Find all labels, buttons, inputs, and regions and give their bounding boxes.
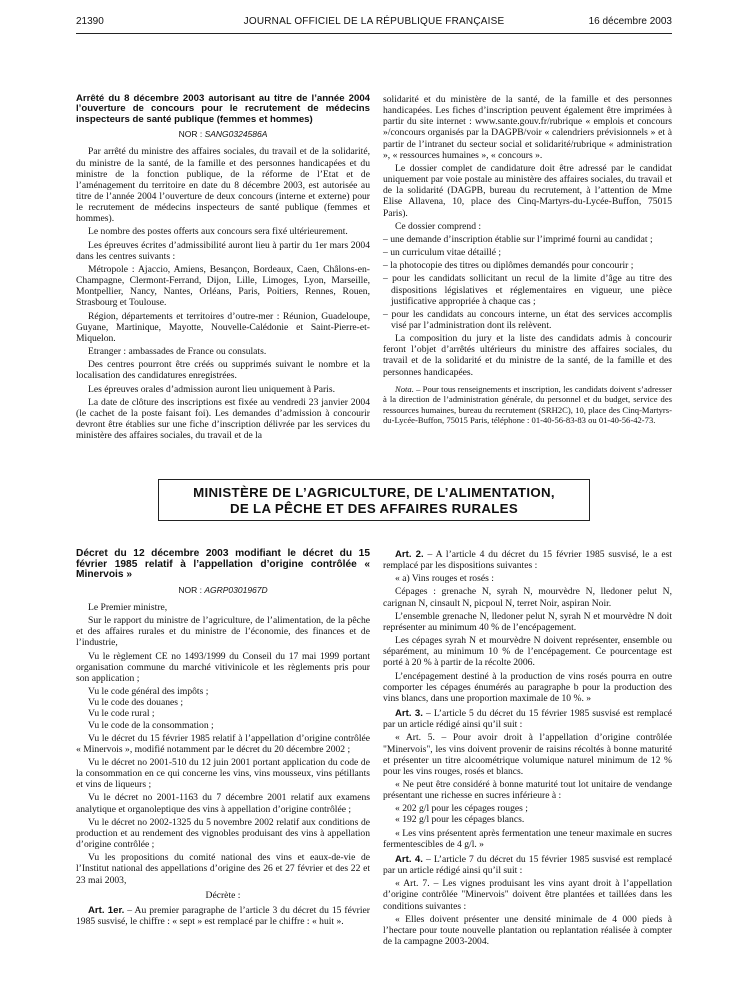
arrete-paragraph: Le nombre des postes offerts aux concours sera fixé ultérieurement.: [88, 226, 348, 238]
decret-paragraph: Vu le décret no 2001-1163 du 7 décembre 2001 relatif aux examens analytique et organoleptique des vins à appellation d’origine contrôlée ;: [76, 792, 370, 815]
ministry-heading: [158, 479, 590, 521]
arrete-nor: [76, 129, 370, 140]
decret-paragraph: Vu le code rural ;: [88, 708, 155, 720]
decret-nor-code: AGRP0301967D: [204, 584, 268, 595]
decret-paragraph: Vu le code général des impôts ;: [88, 686, 209, 698]
decret-left-column: [76, 549, 370, 929]
arrete-title: Arrêté du 8 décembre 2003 autorisant au titre de l’année 2004 l’ouverture de concours pour le recrutement de médecins inspecteurs de santé publique (femmes et hommes): [76, 93, 370, 125]
arrete-paragraph: Les épreuves orales d’admission auront lieu uniquement à Paris.: [88, 383, 335, 395]
page-header: [76, 16, 672, 32]
arrete-nor-label: NOR :: [178, 129, 203, 140]
dossier-item: – une demande d’inscription établie sur l’imprimé fourni au candidat ;: [383, 233, 653, 245]
article-4-label: Art. 4.: [395, 853, 423, 865]
article-1-text: – Au premier paragraphe de l’article 3 du décret du 15 février 1985 susvisé, le chiffre : « sept » est remplacé par le chiffre : « huit ».: [76, 904, 370, 927]
arrete-paragraph: Des centres pourront être créés ou supprimés suivant le nombre et la localisation des candidatures enregistrées.: [76, 359, 370, 382]
article-4-text: – L’article 7 du décret du 15 février 1985 susvisé est remplacé par un article rédigé ainsi qu’il suit :: [383, 853, 672, 877]
article-3-paragraph: « Art. 5. – Pour avoir droit à l’appellation d’origine contrôlée "Minervois", les vins doivent provenir de raisins récoltés à bonne maturité et présenter un titre alcoométrique volumique naturel minimum de 12 % pour les vins rouges, rosés et blancs.: [383, 732, 672, 777]
article-2-paragraph: Les cépages syrah N et mourvèdre N doivent représenter, ensemble ou séparément, au minimum 10 % de l’encépagement. Ce pourcentage est porté à 20 % à partir de la récolte 2006.: [383, 635, 672, 669]
issue-date: 16 décembre 2003: [588, 16, 672, 27]
note-text: – Pour tous renseignements et inscription, les candidats doivent s’adresser à la direction de l’administration générale, du personnel et du budget, service des ressources humaines, bureau du recrutement (SRH2C), 10, place des Cinq-Martyrs-du-Lycée-Buffon, 75015 Paris, téléphone : 01-40-56-83-83 ou 01-40-56-42-73.: [383, 383, 672, 425]
decret-nor-label: NOR :: [178, 584, 202, 595]
decret-paragraph: Vu le décret no 2001-510 du 12 juin 2001 portant application du code de la consommation en ce qui concerne les vins, vins mousseux, vins pétillants et vins de liqueurs ;: [76, 756, 370, 791]
article-4: [383, 854, 672, 876]
article-2: [383, 549, 672, 571]
article-4-paragraph: « Elles doivent présenter une densité minimale de 4 000 pieds à l’hectare pour toute nouvelle plantation ou replantation réalisée à compter de la campagne 2003-2004.: [383, 913, 672, 947]
decret-paragraph: Vu le décret no 2002-1325 du 5 novembre 2002 relatif aux conditions de production et au rendement des vignobles produisant des vins à appellation d’origine contrôlée ;: [76, 816, 370, 851]
header-rule: [76, 33, 672, 34]
article-2-text: – A l’article 4 du décret du 15 février 1985 susvisé, le a est remplacé par les dispositions suivantes :: [383, 549, 672, 572]
article-1: [76, 905, 370, 927]
decret-paragraph: Vu le code de la consommation ;: [88, 719, 214, 731]
page-number: 21390: [76, 16, 104, 27]
note-label: Nota.: [395, 383, 414, 394]
dossier-item: – la photocopie des titres ou diplômes demandés pour concourir ;: [383, 260, 634, 272]
journal-title: JOURNAL OFFICIEL DE LA RÉPUBLIQUE FRANÇAISE: [243, 16, 505, 27]
arrete-paragraph: Les épreuves écrites d’admissibilité auront lieu à partir du 1er mars 2004 dans les centres suivants :: [76, 239, 370, 262]
decret-paragraph: Sur le rapport du ministre de l’agriculture, de l’alimentation, de la pêche et des affaires rurales et du ministre de l’économie, des finances et de l’industrie,: [76, 615, 370, 649]
arrete-right-column: [383, 94, 672, 425]
arrete-paragraph: Ce dossier comprend :: [395, 220, 482, 232]
article-2-label: Art. 2.: [395, 549, 424, 560]
arrete-paragraph: Le dossier complet de candidature doit être adressé par le candidat uniquement par voie postale au ministère des affaires sociales, du travail et de la solidarité (DAGPB, bureau du recrutement, à l’attention de Mme Elise Allavena, 10, place des Cinq-Martyrs-du-Lycée-Buffon, 75015 Paris).: [383, 162, 672, 219]
article-2-paragraph: « a) Vins rouges et rosés :: [395, 573, 494, 585]
article-3-paragraph: « Ne peut être considéré à bonne maturité tout lot unitaire de vendange présentant une richesse en sucres inférieure à :: [383, 778, 672, 802]
ministry-line-2: DE LA PÊCHE ET DES AFFAIRES RURALES: [229, 501, 519, 516]
article-2-paragraph: L’ensemble grenache N, lledoner pelut N, syrah N et mourvèdre N doit représenter au minimum 40 % de l’encépagement.: [383, 610, 672, 633]
article-2-paragraph: L’encépagement destiné à la production de vins rosés pourra en outre comporter les cépages énumérés au paragraphe b pour la production des vins blancs, dans une proportion maximale de 10 %. »: [383, 670, 672, 704]
decret-paragraph: Le Premier ministre,: [88, 601, 168, 613]
article-3: [383, 708, 672, 730]
dossier-item: – pour les candidats au concours interne, un état des services accomplis visé par l’administration dont ils relèvent.: [383, 308, 672, 331]
arrete-note: [383, 384, 672, 426]
article-3-paragraph: « Les vins présentent après fermentation une teneur maximale en sucres fermentescibles de 4 g/l. »: [383, 827, 672, 850]
arrete-nor-code: SANG0324586A: [204, 129, 268, 140]
ministry-line-1: MINISTÈRE DE L’AGRICULTURE, DE L’ALIMENTATION,: [193, 485, 555, 500]
decret-paragraph: Vu les propositions du comité national des vins et eaux-de-vie de l’Institut national des appellations d’origine des 26 et 27 février et des 22 et 23 mai 2003,: [76, 852, 370, 886]
decret-right-column: [383, 549, 672, 949]
article-1-label: Art. 1er.: [88, 904, 125, 916]
decret-title: Décret du 12 décembre 2003 modifiant le décret du 15 février 1985 relatif à l’appellation d’origine contrôlée « Minervois »: [76, 548, 370, 581]
decret-nor: [76, 585, 370, 596]
decret-paragraph: Vu le code des douanes ;: [88, 697, 184, 709]
article-3-label: Art. 3.: [395, 708, 423, 720]
arrete-paragraph: Métropole : Ajaccio, Amiens, Besançon, Bordeaux, Caen, Châlons-en-Champagne, Clermont-Ferrand, Dijon, Lille, Limoges, Lyon, Marseille, Montpellier, Nancy, Nantes, Orléans, Paris, Poitiers, Rennes, Rouen, Strasbourg et Toulouse.: [76, 263, 370, 309]
article-4-paragraph: « Art. 7. – Les vignes produisant les vins ayant droit à l’appellation d’origine contrôlée "Minervois" doivent être plantées et taillées dans les conditions suivantes :: [383, 878, 672, 912]
arrete-paragraph: Région, départements et territoires d’outre-mer : Réunion, Guadeloupe, Guyane, Martinique, Mayotte, Nouvelle-Calédonie et Saint-Pierre-et-Miquelon.: [76, 310, 370, 344]
article-3-text: – L’article 5 du décret du 15 février 1985 susvisé est remplacé par un article rédigé ainsi qu’il suit :: [383, 708, 672, 731]
arrete-left-column: [76, 94, 370, 443]
decret-paragraph: Vu le règlement CE no 1493/1999 du Conseil du 17 mai 1999 portant organisation commune du marché vitivinicole et les règlements pris pour son application ;: [76, 650, 370, 684]
arrete-paragraph: solidarité et du ministère de la santé, de la famille et des personnes handicapées. Les fiches d’inscription peuvent également être imprimées à partir du site internet : www.sante.gouv.fr/rubrique « emplois et concours »/concours organisés par la DAGPB/voir « calendriers prévisionnels » et à partir de l’intranet du secteur social et solidarité/rubrique « administration », « ressources humaines », « concours ».: [383, 94, 672, 161]
dossier-item: – un curriculum vitae détaillé ;: [383, 247, 502, 259]
arrete-composition: La composition du jury et la liste des candidats admis à concourir feront l’objet d’arrêtés ultérieurs du ministre des affaires sociales, du travail et de la solidarité et du ministre de la santé, de la famille et des personnes handicapées.: [383, 333, 672, 378]
arrete-paragraph: La date de clôture des inscriptions est fixée au vendredi 23 janvier 2004 (le cachet de la poste faisant foi). Les demandes d’admission à concourir devront être établies sur une fiche d’inscription délivrée par les services du ministère des affaires sociales, du travail et de la: [76, 396, 370, 442]
article-3-paragraph: « 202 g/l pour les cépages rouges ;: [395, 803, 528, 815]
decrete: Décrète :: [205, 889, 241, 901]
dossier-item: – pour les candidats sollicitant un recul de la limite d’âge au titre des dispositions législatives et réglementaires en vigueur, une pièce justificative appropriée à chaque cas ;: [383, 273, 672, 307]
decret-paragraph: Vu le décret du 15 février 1985 relatif à l’appellation d’origine contrôlée « Minervois », modifié notamment par le décret du 20 décembre 2002 ;: [76, 732, 370, 755]
arrete-paragraph: Par arrêté du ministre des affaires sociales, du travail et de la solidarité, du ministre de la santé, de la famille et des personnes handicapées et du ministre de la fonction publique, de la réforme de l’Etat et de l’aménagement du territoire en date du 8 décembre 2003, est autorisée au titre de l’année 2004 l’ouverture de deux concours (interne et externe) pour le recrutement de médecins inspecteurs de santé publique (femmes et hommes).: [76, 146, 370, 225]
arrete-paragraph: Etranger : ambassades de France ou consulats.: [88, 346, 267, 358]
article-2-paragraph: Cépages : grenache N, syrah N, mourvèdre N, lledoner pelut N, carignan N, cinsault N, picpoul N, terret Noir, aspiran Noir.: [383, 586, 672, 609]
article-3-paragraph: « 192 g/l pour les cépages blancs.: [395, 814, 525, 826]
